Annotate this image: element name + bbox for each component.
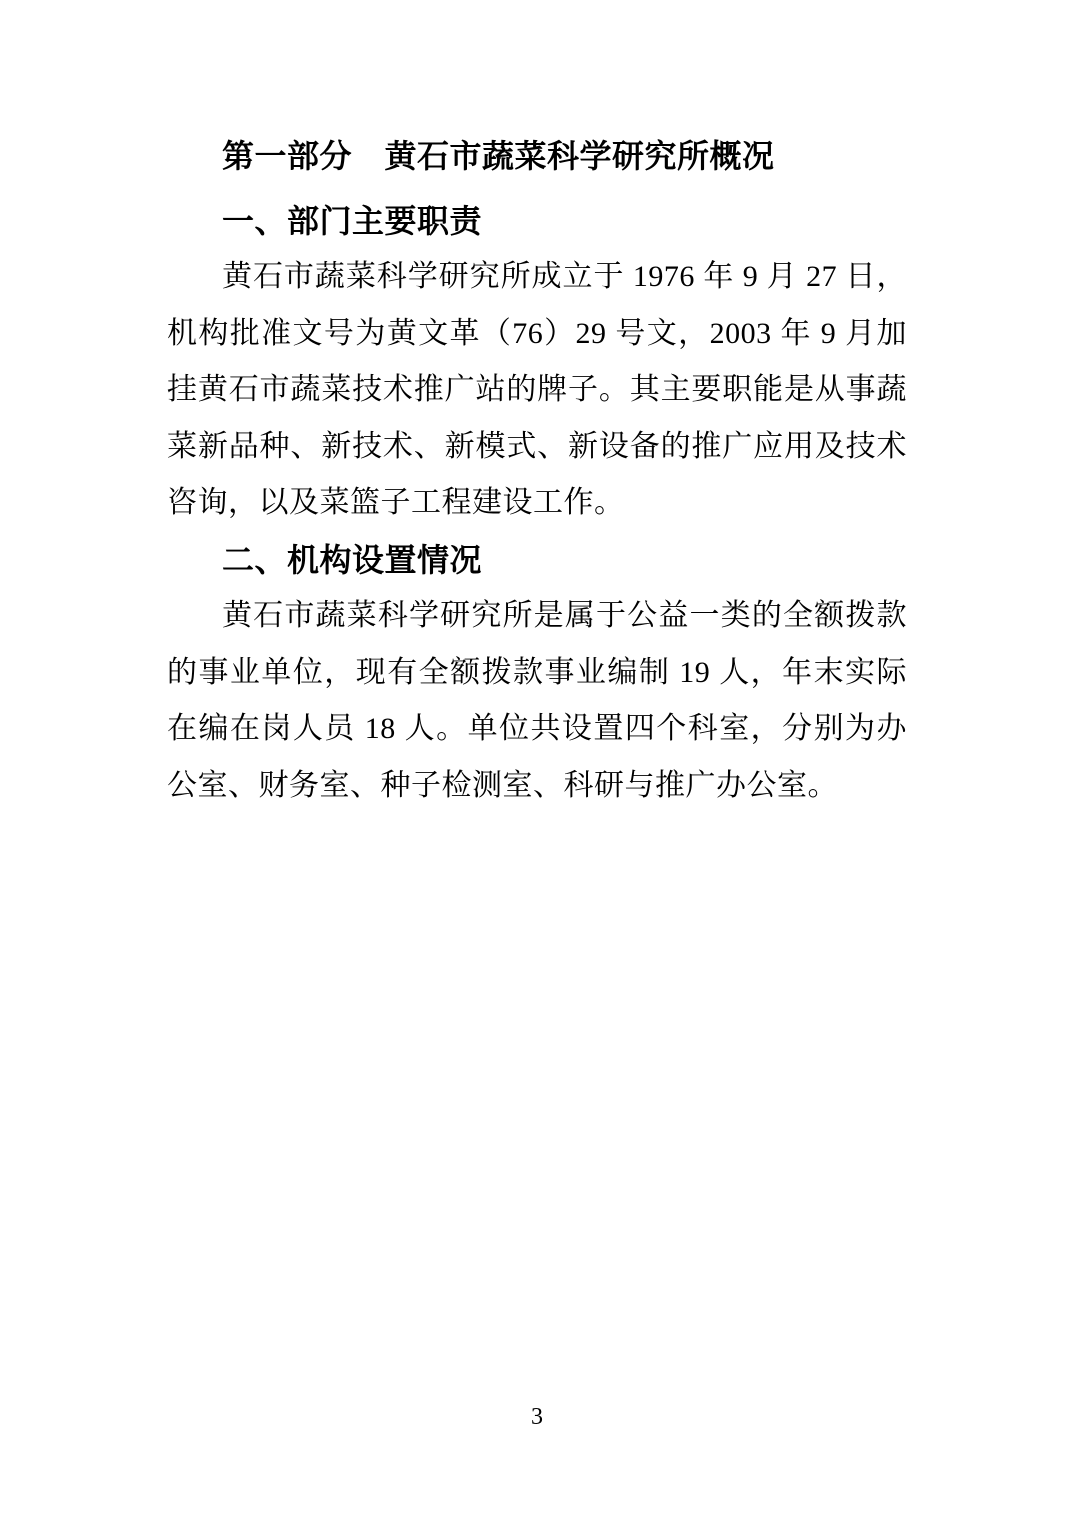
- page-number: 3: [531, 1404, 543, 1430]
- section-1-paragraph: 黄石市蔬菜科学研究所成立于 1976 年 9 月 27 日，机构批准文号为黄文革（76）29 号文，2003 年 9 月加挂黄石市蔬菜技术推广站的牌子。其主要职能是从事蔬菜新品种、新技术、新模式、新设备的推广应用及技术咨询，以及菜篮子工程建设工作。: [167, 260, 907, 519]
- section-2-paragraph: 黄石市蔬菜科学研究所是属于公益一类的全额拨款的事业单位，现有全额拨款事业编制 19 人，年末实际在编在岗人员 18 人。单位共设置四个科室，分别为办公室、财务室、种子检测室、科研与推广办公室。: [167, 599, 907, 802]
- section-1-heading: 一、部门主要职责: [222, 202, 483, 239]
- section-2-heading: 二、机构设置情况: [222, 541, 483, 578]
- document-title: 第一部分 黄石市蔬菜科学研究所概况: [222, 138, 775, 174]
